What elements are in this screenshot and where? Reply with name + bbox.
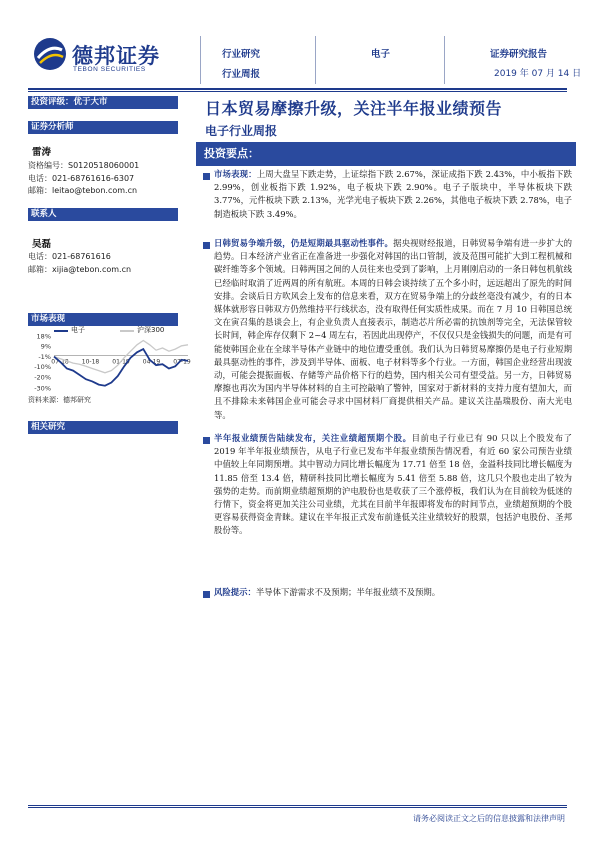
- section-heading: 投资要点：: [196, 142, 576, 166]
- logo-mark-icon: [32, 36, 68, 72]
- analyst-cert: 资格编号：S0120518060001: [28, 161, 140, 170]
- market-performance-chart: [28, 328, 193, 398]
- paragraph-lead: 风险提示：: [214, 587, 256, 597]
- y-tick-label: 9%: [40, 342, 51, 351]
- chart-canvas: [28, 328, 193, 398]
- report-label: 证券研究报告: [490, 49, 548, 60]
- footer-disclaimer: 请务必阅读正文之后的信息披露和法律声明: [413, 814, 565, 823]
- report-category: 行业研究: [222, 49, 261, 60]
- header-divider: [315, 36, 316, 84]
- report-title: 日本贸易摩擦升级，关注半年报业绩预告: [205, 99, 503, 118]
- y-tick-label: -20%: [34, 373, 51, 382]
- paragraph-body: 上周大盘呈下跌走势，上证综指下跌 2.67%，深证成指下跌 2.43%，中小板指下跌 2.99%，创业板指下跌 1.92%，电子板块下跌 2.90%。电子子版块中，半导体板块下跌 3.77%，元件板块下跌 2.13%，光学光电子板块下跌 2.26%，其他电子板块下跌 2.78%，电子制造板块下跌 3.49%。: [214, 169, 572, 219]
- report-subtitle: 电子行业周报: [205, 124, 278, 138]
- x-tick-label: 10-18: [81, 358, 100, 366]
- brand-name-en: TEBON SECURITIES: [73, 66, 146, 73]
- legend-label-electronics: 电子: [71, 326, 85, 334]
- legend-label-csi300: 沪深300: [137, 326, 165, 334]
- chart-source: 资料来源：德邦研究: [28, 396, 91, 404]
- paragraph-body: 半导体下游需求不及预期；半年报业绩不及预期。: [255, 587, 441, 597]
- report-type: 行业周报: [222, 69, 261, 80]
- y-tick-label: -1%: [38, 353, 51, 362]
- paragraph-lead: 半年报业绩预告陆续发布，关注业绩超预期个股。: [214, 433, 412, 443]
- paragraph-risk: [214, 586, 572, 599]
- analyst-email[interactable]: 邮箱：leitao@tebon.com.cn: [28, 186, 138, 195]
- rating-bar: 投资评级：优于大市: [28, 96, 178, 109]
- y-tick-label: -10%: [34, 362, 51, 371]
- x-tick-label: 04-19: [142, 358, 161, 366]
- paragraph-trade-dispute: [214, 237, 572, 422]
- report-date: 2019 年 07 月 14 日: [494, 69, 582, 79]
- paragraph-lead: 日韩贸易争端升级，仍是短期最具驱动性事件。: [214, 238, 394, 248]
- analyst-phone: 电话：021-68761616-6307: [28, 173, 135, 183]
- header-rule: [28, 91, 567, 92]
- paragraph-lead: 市场表现：: [214, 169, 257, 179]
- analyst-bar: 证券分析师: [28, 121, 178, 134]
- analyst-name: 雷涛: [32, 147, 52, 158]
- x-tick-label: 07-19: [173, 358, 191, 366]
- x-tick-label: 07-18: [51, 358, 69, 366]
- footer-rule: [28, 807, 567, 808]
- paragraph-body: 据央视财经报道，日韩贸易争端有进一步扩大的趋势。日本经济产业省正在准备进一步强化对韩国的出口管制，波及范围可能扩大到工程机械和碳纤维等多个领域。日韩两国之间的人员往来也受到了影响，上月刚刚启动的一条日韩包机航线已经临时取消了近两周的所有航班。本周的日韩会谈持续了五个多小时，远远超出了原先的时间安排。会谈后日方吹风会上发布的信息来看，双方在贸易争端上的分歧丝毫没有减少，有的日本媒体就形容日韩双方仍然维持平行线状态，没有取得任何实质性成果。而在 7 月 10 日韩国总统文在寅召集的恳谈会上，有企业负责人直接表示，制造芯片所必需的抗蚀剂等完全，无法保管较长时间，韩企库存仅剩下 2~4 周左右，若因此出现停产，不仅仅只是金钱损失的问题，而是有可能使韩国企业在全球半导体产业链中的地位遭受重创。我们认为日韩贸易摩擦仍是电子行业短期最具驱动性的事件，涉及到半导体、面板、电子材料等多个行业。一方面，韩国企业经营出现波动，可能会提振面板、存储等产品价格下行的趋势，国内相关公司有望受益。另一方，日韩贸易摩擦也再次为国内半导体材料的自主可控敲响了警钟，国家对于新材料的支持力度有望加大，而且不排除未来韩国企业可能会寻求中国材料厂商提供相关产品。建议关注晶瑞股份、南大光电等。: [214, 238, 573, 420]
- y-tick-label: 18%: [36, 332, 51, 341]
- y-tick-label: -30%: [34, 384, 51, 393]
- company-logo: [32, 36, 192, 80]
- header-divider: [200, 36, 201, 84]
- related-research-bar: 相关研究: [28, 421, 178, 434]
- bullet-icon: [203, 591, 210, 598]
- contact-name: 吴磊: [32, 239, 52, 250]
- series-line-electronics: [54, 349, 188, 386]
- brand-name-cn: 德邦证券: [72, 43, 160, 68]
- contact-bar: 联系人: [28, 208, 178, 221]
- paragraph-earnings: [214, 432, 572, 538]
- paragraph-body: 目前电子行业已有 90 只以上个股发布了 2019 年半年报业绩预告，从电子行业已发布半年报业绩预告情况看，有近 60 家公司预告业绩中值较上年同期预增。其中智动力同比增长幅度为 17.71 倍至 18 倍，金溢科技同比增长幅度为 11.85 倍至 13.4 倍，精研科技同比增长幅度为 5.41 倍至 5.88 倍，这几只个股也走出了较为强势的走势。而前期业绩超预期的沪电股份也是收获了三个涨停板，我们认为在目前较为低迷的行情下，资金将更加关注公司业绩，尤其在目前半年报即将发布的时间节点，业绩超预期的个股更容易获得资金青睐。建议在半年报正式发布前逢低关注业绩较好的股票，包括沪电股份、圣邦股份等。: [214, 433, 572, 536]
- x-tick-label: 01-19: [112, 358, 130, 366]
- report-sector: 电子: [371, 49, 391, 60]
- header-divider: [444, 36, 445, 84]
- paragraph-market: [214, 168, 572, 221]
- bullet-icon: [203, 437, 210, 444]
- bullet-icon: [203, 242, 210, 249]
- header-rule: [28, 88, 567, 90]
- footer-rule: [28, 805, 567, 806]
- bullet-icon: [203, 173, 210, 180]
- contact-phone: 电话：021-68761616: [28, 252, 111, 261]
- market-bar: 市场表现: [28, 313, 178, 326]
- contact-email[interactable]: 邮箱：xijia@tebon.com.cn: [28, 264, 132, 274]
